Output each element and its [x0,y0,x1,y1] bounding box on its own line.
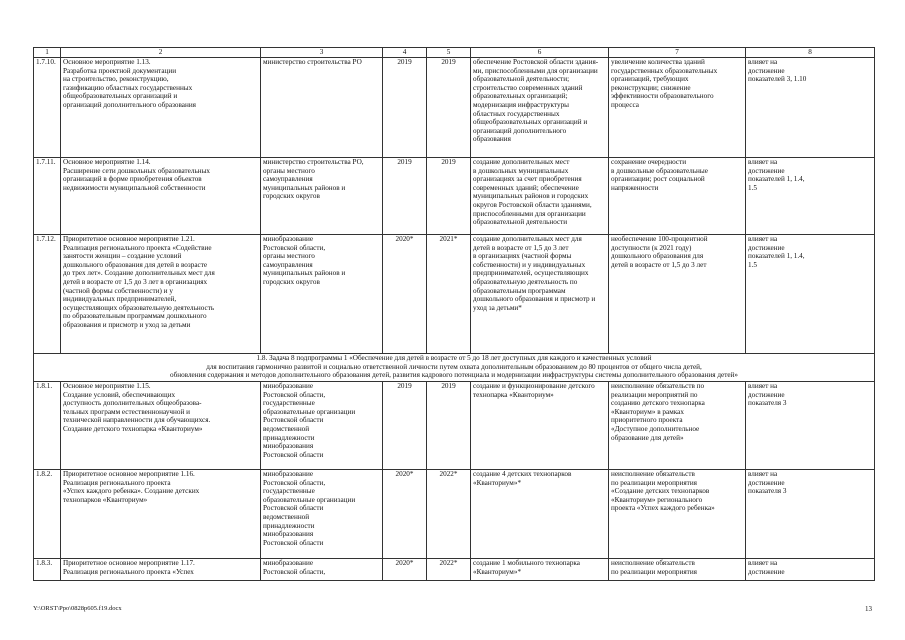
expected-result: создание 1 мобильного технопарка «Кванториум»* [471,559,609,581]
consequence: неисполнение обязательств по реализации мероприятия «Создание детских технопарков «Кванториум» регионального проекта «Успех каждого ребенка» [609,470,746,559]
start-year: 2019 [383,58,427,158]
row-number: 1.7.12. [34,235,61,354]
end-year: 2019 [427,382,471,470]
expected-result: создание 4 детских технопарков «Кванториум»* [471,470,609,559]
indicator-link: влияет на достижение показателей 1, 1.4, 1.5 [746,235,875,354]
table-row [34,559,875,581]
indicator-link: влияет на достижение показателей 3, 1.10 [746,58,875,158]
row-number: 1.8.3. [34,559,61,581]
end-year: 2021* [427,235,471,354]
col-header: 5 [427,48,471,58]
expected-result: создание и функционирование детского технопарка «Кванториум» [471,382,609,470]
executor: минобразование Ростовской области, государственные образовательные организации Ростовской области ведомственной принадлежности минобразования Ростовской области [261,470,383,559]
row-number: 1.8.2. [34,470,61,559]
executor: министерство строительства РО [261,58,383,158]
start-year: 2020* [383,470,427,559]
consequence: неисполнение обязательств по реализации мероприятий по созданию детского технопарка «Кванториум» в рамках приоритетного проекта «Доступное дополнительное образование для детей» [609,382,746,470]
end-year: 2022* [427,559,471,581]
col-header: 2 [61,48,261,58]
end-year: 2019 [427,158,471,235]
start-year: 2019 [383,382,427,470]
executor: минобразование Ростовской области, [261,559,383,581]
measure-name: Приоритетное основное мероприятие 1.16. Реализация регионального проекта «Успех каждого ребенка». Создание детских технопарков «Кванториум» [61,470,261,559]
section-heading: 1.8. Задача 8 подпрограммы 1 «Обеспечение для детей в возрасте от 5 до 18 лет доступных для каждого и качественных условий для воспитания гармонично развитой и социально ответственной личности путем охвата дополнительным образованием до 80 процентов от общего числа детей, обновления содержания и методов дополнительного образования детей, развития кадрового потенциала и модернизации инфраструктуры системы дополнительного образования детей» [34,354,875,382]
file-path: Y:\ORST\Ppo\0828p605.f19.docx [33,605,122,612]
table-row [34,58,875,158]
row-number: 1.7.10. [34,58,61,158]
indicator-link: влияет на достижение [746,559,875,581]
consequence: необеспечение 100-процентной доступности (к 2021 году) дошкольного образования для детей в возрасте от 1,5 до 3 лет [609,235,746,354]
indicator-link: влияет на достижение показателя 3 [746,382,875,470]
program-table [33,47,875,581]
col-header: 3 [261,48,383,58]
executor: министерство строительства РО, органы местного самоуправления муниципальных районов и городских округов [261,158,383,235]
header-row [34,48,875,58]
measure-name: Основное мероприятие 1.14. Расширение сети дошкольных образовательных организаций в форме приобретения объектов недвижимости муниципальной собственности [61,158,261,235]
col-header: 7 [609,48,746,58]
end-year: 2019 [427,58,471,158]
measure-name: Основное мероприятие 1.13. Разработка проектной документации на строительство, реконструкцию, газификацию областных государственных общеобразовательных организаций и организаций дополнительного образования [61,58,261,158]
table-row [34,158,875,235]
page-number: 13 [865,605,872,613]
measure-name: Основное мероприятие 1.15. Создание условий, обеспечивающих доступность дополнительных общеобразова- тельных программ естественнонаучной и технической направленности для обучающихся. Создание детского технопарка «Кванториум» [61,382,261,470]
end-year: 2022* [427,470,471,559]
consequence: неисполнение обязательств по реализации мероприятия [609,559,746,581]
col-header: 6 [471,48,609,58]
measure-name: Приоритетное основное мероприятие 1.21. Реализация регионального проекта «Содействие занятости женщин – создание условий дошкольного образования для детей в возрасте до трех лет». Создание дополнительных мест для детей в возрасте от 1,5 до 3 лет в организациях (частной формы собственности) и у индивидуальных предпринимателей, осуществляющих образовательную деятельность по образовательным программам дошкольного образования и присмотр и уход за детьми [61,235,261,354]
executor: минобразование Ростовской области, органы местного самоуправления муниципальных районов и городских округов [261,235,383,354]
indicator-link: влияет на достижение показателя 3 [746,470,875,559]
section-row [34,354,875,382]
row-number: 1.7.11. [34,158,61,235]
consequence: увеличение количества зданий государственных образовательных организаций, требующих реконструкции; снижение эффективности образовательного процесса [609,58,746,158]
expected-result: создание дополнительных мест в дошкольных муниципальных организациях за счет приобретения современных зданий; обеспечение муниципальных районов и городских округов Ростовской области зданиями, приспособленными для организации образовательной деятельности [471,158,609,235]
expected-result: создание дополнительных мест для детей в возрасте от 1,5 до 3 лет в организациях (частной формы собственности) и у индивидуальных предпринимателей, осуществляющих образовательную деятельность по образовательным программам дошкольного образования и присмотр и уход за детьми* [471,235,609,354]
expected-result: обеспечение Ростовской области здания- ми, приспособленными для организации образовательной деятельности; строительство современных зданий образовательных организаций; модернизация инфраструктуры областных государственных общеобразовательных организаций и организаций дополнительного образования [471,58,609,158]
col-header: 4 [383,48,427,58]
row-number: 1.8.1. [34,382,61,470]
table-row [34,470,875,559]
start-year: 2019 [383,158,427,235]
executor: минобразование Ростовской области, государственные образовательные организации Ростовской области ведомственной принадлежности минобразования Ростовской области [261,382,383,470]
table-row [34,382,875,470]
col-header: 1 [34,48,61,58]
start-year: 2020* [383,235,427,354]
indicator-link: влияет на достижение показателей 1, 1.4, 1.5 [746,158,875,235]
consequence: сохранение очередности в дошкольные образовательные организации; рост социальной напряженности [609,158,746,235]
table-row [34,235,875,354]
measure-name: Приоритетное основное мероприятие 1.17. Реализация регионального проекта «Успех [61,559,261,581]
col-header: 8 [746,48,875,58]
start-year: 2020* [383,559,427,581]
